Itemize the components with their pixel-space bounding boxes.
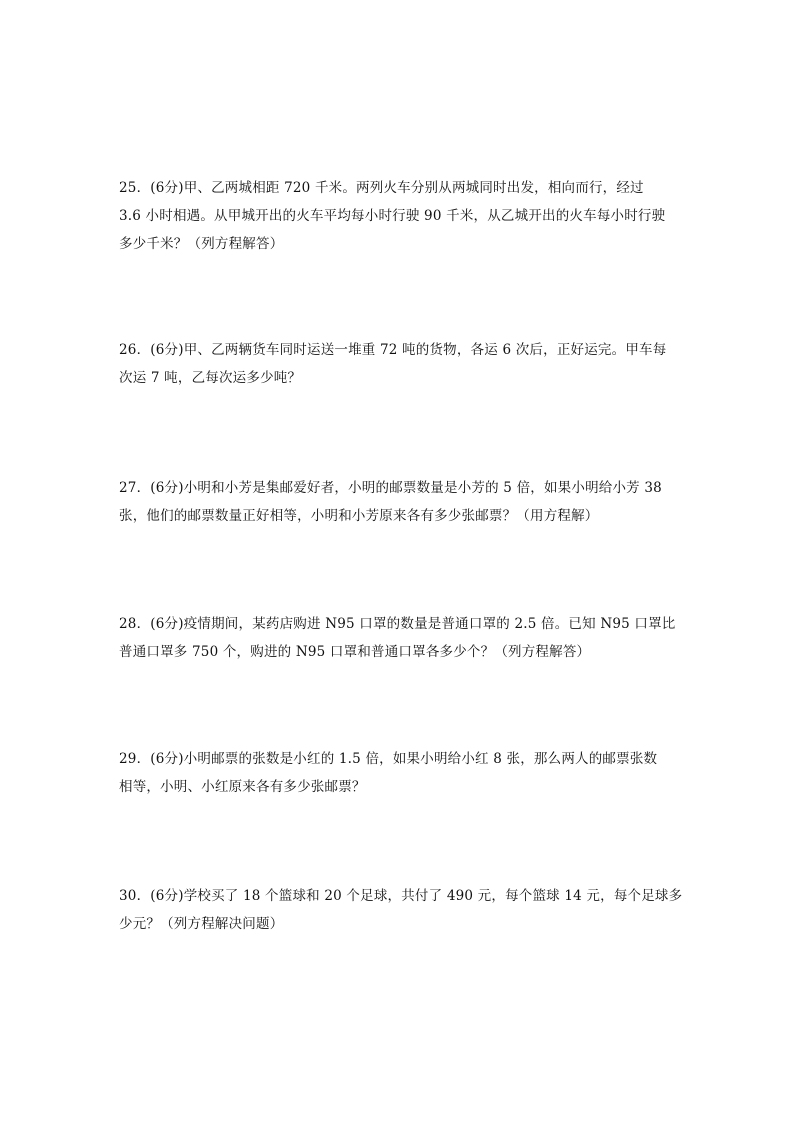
question-line: 次运 7 吨，乙每次运多少吨？ bbox=[119, 370, 302, 386]
question-line: 28．(6分)疫情期间，某药店购进 N95 口罩的数量是普通口罩的 2.5 倍。已知 N95 口罩比 bbox=[119, 616, 676, 632]
question-line: 多少千米？（列方程解答） bbox=[119, 236, 284, 252]
question-line: 25．(6分)甲、乙两城相距 720 千米。两列火车分别从两城同时出发，相向而行，经过 bbox=[119, 180, 644, 196]
question-line: 张，他们的邮票数量正好相等，小明和小芳原来各有多少张邮票？（用方程解） bbox=[119, 508, 599, 524]
question-28 bbox=[119, 610, 679, 666]
question-25 bbox=[119, 174, 679, 258]
question-line: 29．(6分)小明邮票的张数是小红的 1.5 倍，如果小明给小红 8 张，那么两人的邮票张数 bbox=[119, 751, 658, 767]
question-line: 30．(6分)学校买了 18 个篮球和 20 个足球，共付了 490 元，每个篮球 14 元，每个足球多 bbox=[119, 888, 683, 904]
question-line: 相等，小明、小红原来各有多少张邮票？ bbox=[119, 779, 366, 795]
question-line: 少元？（列方程解决问题） bbox=[119, 916, 284, 932]
question-30 bbox=[119, 882, 683, 938]
question-line: 3.6 小时相遇。从甲城开出的火车平均每小时行驶 90 千米，从乙城开出的火车每小时行驶 bbox=[119, 208, 666, 224]
question-29 bbox=[119, 745, 679, 801]
question-line: 普通口罩多 750 个，购进的 N95 口罩和普通口罩各多少个？（列方程解答） bbox=[119, 644, 591, 660]
question-26 bbox=[119, 336, 679, 392]
question-line: 26．(6分)甲、乙两辆货车同时运送一堆重 72 吨的货物，各运 6 次后，正好运完。甲车每 bbox=[119, 342, 667, 358]
question-line: 27．(6分)小明和小芳是集邮爱好者，小明的邮票数量是小芳的 5 倍，如果小明给小芳 38 bbox=[119, 480, 662, 496]
question-27 bbox=[119, 474, 679, 530]
